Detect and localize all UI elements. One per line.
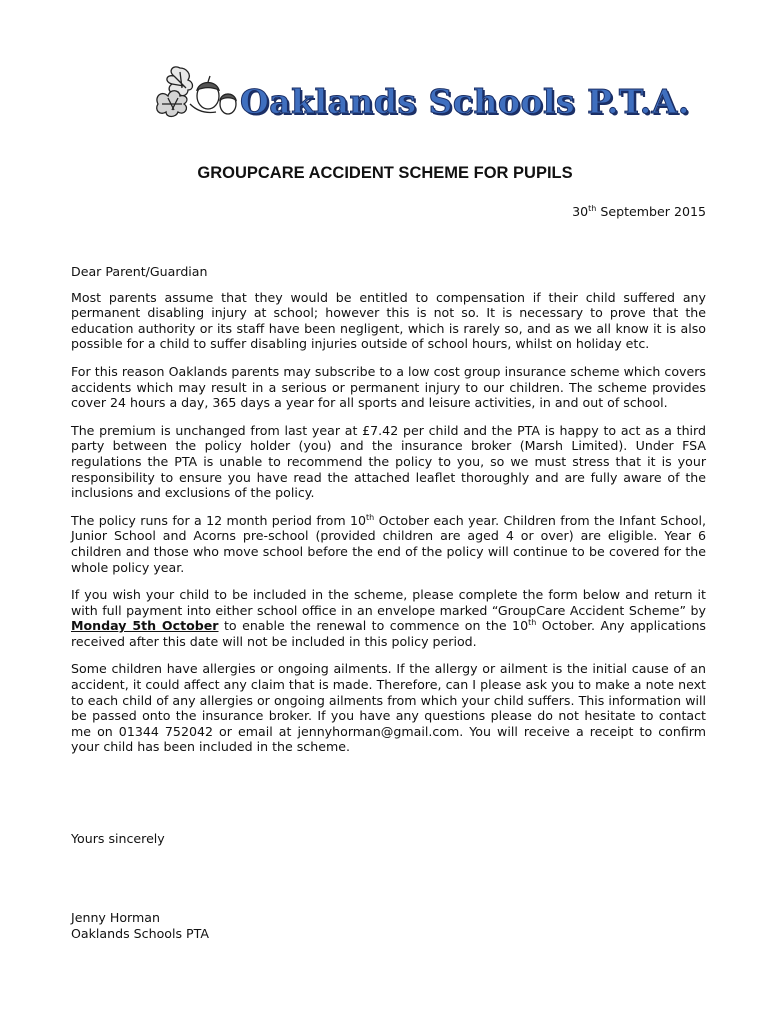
paragraph-allergies: Some children have allergies or ongoing ailments. If the allergy or ailment is the initial cause of an accident, it could affect any claim that is made. Therefore, can I please ask you to make a note next to each child of any allergies or ongoing ailments from which your child suffers. This information will be passed onto the insurance broker. If you have any questions please do not hesitate to contact me on 01344 752042 or email at jennyhorman@gmail.com. You will receive a receipt to confirm your child has been included in the scheme.: [71, 661, 706, 755]
text-span: October. Any applications received after this date will not be included in this policy period.: [71, 618, 706, 649]
ordinal-suffix: th: [366, 512, 375, 522]
page-title: GROUPCARE ACCIDENT SCHEME FOR PUPILS: [197, 164, 573, 182]
paragraph-compensation: Most parents assume that they would be entitled to compensation if their child suffered any permanent disabling injury at school; however this is not so. It is necessary to prove that the education authority or its staff have been negligent, which is rarely so, and as we all know it is also possible for a child to suffer disabling injuries outside of school hours, whilst on holiday etc.: [71, 289, 706, 352]
greeting: Dear Parent/Guardian: [71, 264, 208, 279]
paragraph-how-to-apply: [71, 587, 706, 649]
date-suffix: th: [588, 203, 597, 213]
text-span: The policy runs for a 12 month period from 10: [71, 512, 367, 528]
date-rest: September 2015: [596, 204, 706, 219]
paragraph-policy-period: [71, 513, 706, 575]
date-day: 30: [572, 204, 589, 219]
oak-leaf-acorn-icon: [150, 60, 245, 130]
signature-name: Jenny Horman: [71, 910, 160, 925]
text-span: October each year. Children from the Infant School, Junior School and Acorns pre-school (provided children are aged 4 or over) are eligible. Year 6 children and those who move school before the end of the policy will continue to be covered for the whole policy year.: [71, 512, 706, 575]
signature-organisation: Oaklands Schools PTA: [71, 926, 209, 941]
pta-logo: [150, 60, 690, 135]
text-span: If you wish your child to be included in the scheme, please complete the form below and return it with full payment into either school office in an envelope marked “GroupCare Accident Scheme” by: [71, 587, 706, 618]
text-span: to enable the renewal to commence on the 10: [218, 618, 529, 634]
paragraph-scheme: For this reason Oaklands parents may subscribe to a low cost group insurance scheme which covers accidents which may result in a serious or permanent injury to our children. The scheme provides cover 24 hours a day, 365 days a year for all sports and leisure activities, in and out of school.: [71, 363, 706, 411]
deadline-date: Monday 5th October: [71, 618, 219, 634]
logo-text: Oaklands Schools P.T.A.: [240, 82, 690, 121]
letter-body: [71, 264, 706, 767]
letter-date: [572, 204, 706, 219]
closing: Yours sincerely: [71, 831, 165, 846]
ordinal-suffix: th: [528, 618, 537, 628]
paragraph-premium: The premium is unchanged from last year at £7.42 per child and the PTA is happy to act as a third party between the policy holder (you) and the insurance broker (Marsh Limited). Under FSA regulations the PTA is unable to recommend the policy to you, so we must stress that it is your responsibility to ensure you have read the attached leaflet thoroughly and are fully aware of the inclusions and exclusions of the policy.: [71, 422, 706, 501]
